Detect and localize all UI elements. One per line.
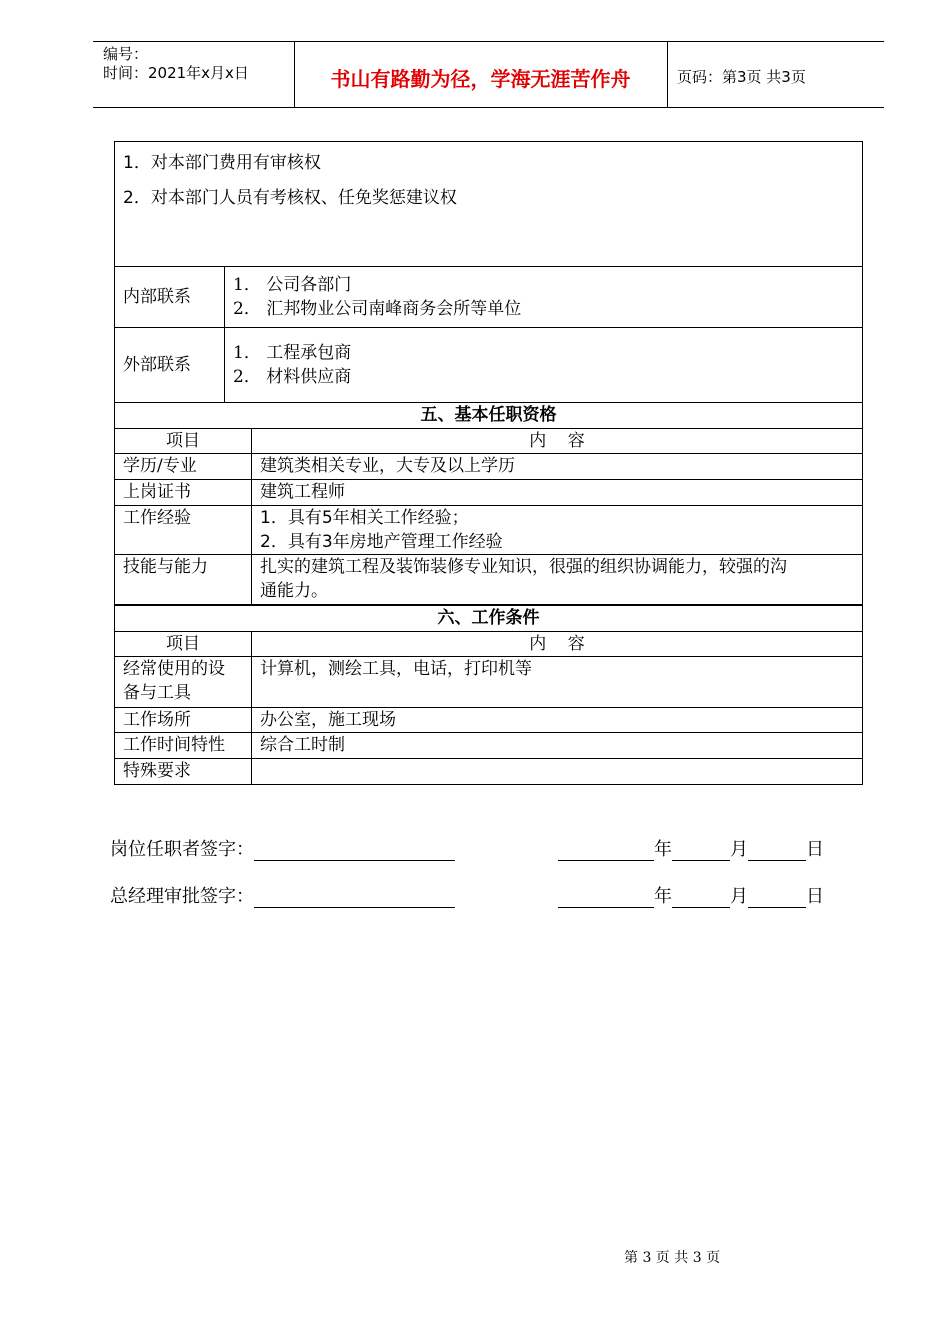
table-row: [115, 480, 863, 506]
holder-year-field[interactable]: [558, 842, 654, 861]
condition-content: [252, 759, 863, 785]
day-label: 日: [806, 839, 824, 860]
qualification-label: 技能与能力: [115, 555, 252, 605]
qualification-label: 工作经验: [115, 506, 252, 555]
authority-contacts-table: [114, 141, 863, 403]
header-divider-right: [667, 41, 668, 108]
holder-signature-line: [110, 835, 455, 861]
condition-content: 综合工时制: [252, 733, 863, 759]
internal-contact-item: 1． 公司各部门: [233, 275, 352, 295]
table-row: [115, 657, 863, 708]
table-row: [115, 555, 863, 605]
internal-contacts-row: [115, 267, 863, 328]
table-row: [115, 733, 863, 759]
conditions-title: 六、工作条件: [115, 606, 863, 632]
conditions-col-content: 内 容: [252, 632, 863, 657]
qualifications-title: 五、基本任职资格: [115, 403, 863, 429]
header-page-info: 页码：第3页 共3页: [677, 68, 806, 86]
qualification-line: 通能力。: [260, 581, 328, 601]
holder-signature-label: 岗位任职者签字：: [110, 839, 254, 860]
manager-year-field[interactable]: [558, 889, 654, 908]
qualification-line: 扎实的建筑工程及装饰装修专业知识，很强的组织协调能力，较强的沟: [260, 557, 787, 577]
holder-day-field[interactable]: [748, 842, 806, 861]
day-label: 日: [806, 886, 824, 907]
doc-number: 编号：: [103, 45, 149, 63]
condition-content: 计算机，测绘工具，电话，打印机等: [252, 657, 863, 708]
qualifications-col-item: 项目: [115, 429, 252, 454]
condition-label: 经常使用的设: [123, 659, 225, 679]
header-top-rule: [93, 41, 884, 42]
manager-signature-field[interactable]: [254, 889, 455, 908]
manager-date-line: [558, 882, 824, 908]
month-label: 月: [730, 839, 748, 860]
qualification-content: 建筑类相关专业，大专及以上学历: [252, 454, 863, 480]
conditions-col-item: 项目: [115, 632, 252, 657]
holder-date-line: [558, 835, 824, 861]
external-contact-item: 1． 工程承包商: [233, 343, 352, 363]
holder-signature-field[interactable]: [254, 842, 455, 861]
qualification-content: 建筑工程师: [252, 480, 863, 506]
condition-label: 工作时间特性: [115, 733, 252, 759]
doc-time: 时间：2021年x月x日: [103, 64, 249, 82]
authority-row: [115, 142, 863, 267]
table-row: [115, 759, 863, 785]
conditions-table: [114, 605, 863, 785]
condition-content: 办公室，施工现场: [252, 708, 863, 733]
manager-day-field[interactable]: [748, 889, 806, 908]
qualification-line: 2．具有3年房地产管理工作经验: [260, 532, 503, 552]
qualification-line: 1．具有5年相关工作经验；: [260, 508, 469, 528]
external-contact-item: 2． 材料供应商: [233, 367, 352, 387]
year-label: 年: [654, 839, 672, 860]
authority-item: 1．对本部门费用有审核权: [123, 153, 321, 173]
footer-page-number: 第 3 页 共 3 页: [624, 1250, 721, 1266]
holder-month-field[interactable]: [672, 842, 730, 861]
table-row: [115, 454, 863, 480]
header-bottom-rule: [93, 107, 884, 108]
condition-label: 备与工具: [123, 683, 191, 703]
internal-contacts-label: 内部联系: [115, 267, 225, 328]
year-label: 年: [654, 886, 672, 907]
table-row: [115, 506, 863, 555]
condition-label: 工作场所: [115, 708, 252, 733]
external-contacts-row: [115, 328, 863, 403]
qualifications-table: [114, 402, 863, 605]
manager-signature-line: [110, 882, 455, 908]
internal-contact-item: 2． 汇邦物业公司南峰商务会所等单位: [233, 299, 522, 319]
table-row: [115, 708, 863, 733]
month-label: 月: [730, 886, 748, 907]
manager-signature-label: 总经理审批签字：: [110, 886, 254, 907]
qualification-label: 上岗证书: [115, 480, 252, 506]
manager-month-field[interactable]: [672, 889, 730, 908]
motto: 书山有路勤为径，学海无涯苦作舟: [330, 67, 631, 91]
qualifications-col-content: 内 容: [252, 429, 863, 454]
qualification-label: 学历/专业: [115, 454, 252, 480]
external-contacts-label: 外部联系: [115, 328, 225, 403]
authority-item: 2．对本部门人员有考核权、任免奖惩建议权: [123, 188, 457, 208]
condition-label: 特殊要求: [115, 759, 252, 785]
